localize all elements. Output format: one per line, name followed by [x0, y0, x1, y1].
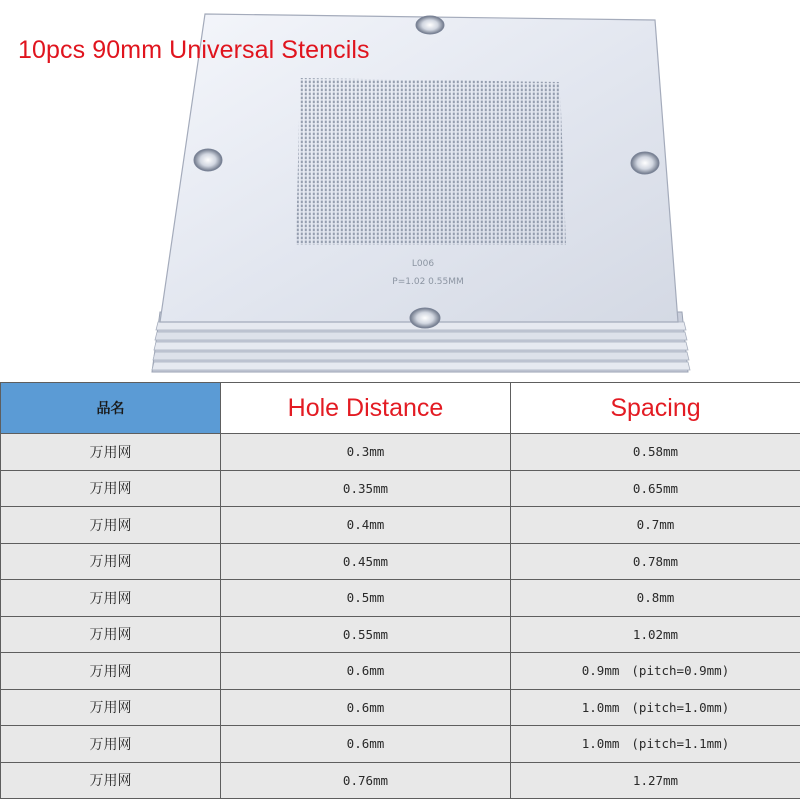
pitch-note: (pitch=1.1mm) — [631, 736, 730, 752]
cell-product-name: 万用网 — [1, 653, 221, 690]
header-spacing: Spacing — [511, 383, 800, 434]
table-row — [1, 616, 800, 653]
spacing-value: 0.78mm — [632, 553, 679, 569]
cell-hole-distance: 0.6mm — [221, 653, 511, 690]
spec-table — [0, 382, 800, 799]
stencil-spec-label: P=1.02 0.55MM — [392, 277, 464, 287]
cell-spacing — [511, 616, 800, 653]
mount-hole-right — [631, 152, 659, 174]
cell-product-name: 万用网 — [1, 543, 221, 580]
cell-spacing — [511, 762, 800, 799]
cell-hole-distance: 0.55mm — [221, 616, 511, 653]
cell-product-name: 万用网 — [1, 726, 221, 763]
table-row — [1, 507, 800, 544]
spacing-value: 1.0mm — [581, 699, 620, 715]
cell-product-name: 万用网 — [1, 507, 221, 544]
header-hole-distance: Hole Distance — [221, 383, 511, 434]
table-row — [1, 470, 800, 507]
cell-product-name: 万用网 — [1, 616, 221, 653]
spacing-value: 0.7mm — [636, 517, 675, 533]
table-row — [1, 762, 800, 799]
pitch-note: (pitch=0.9mm) — [631, 663, 730, 679]
stencil-model-label: L006 — [411, 259, 435, 269]
cell-hole-distance: 0.5mm — [221, 580, 511, 617]
cell-spacing — [511, 689, 800, 726]
mount-hole-bottom — [410, 308, 440, 328]
table-row — [1, 653, 800, 690]
table-header-row — [1, 383, 800, 434]
cell-hole-distance: 0.3mm — [221, 434, 511, 471]
cell-hole-distance: 0.76mm — [221, 762, 511, 799]
table-row — [1, 543, 800, 580]
cell-spacing — [511, 434, 800, 471]
spacing-value: 0.9mm — [581, 663, 620, 679]
cell-hole-distance: 0.45mm — [221, 543, 511, 580]
cell-product-name: 万用网 — [1, 689, 221, 726]
promo-title: 10pcs 90mm Universal Stencils — [18, 36, 370, 64]
mount-hole-top — [416, 16, 444, 34]
cell-spacing — [511, 543, 800, 580]
spec-table-body — [1, 383, 800, 799]
product-photo — [0, 0, 800, 380]
cell-spacing — [511, 470, 800, 507]
cell-spacing — [511, 580, 800, 617]
cell-spacing — [511, 507, 800, 544]
table-row — [1, 726, 800, 763]
spacing-value: 0.65mm — [632, 480, 679, 496]
cell-product-name: 万用网 — [1, 762, 221, 799]
spacing-value: 1.27mm — [632, 772, 679, 788]
cell-product-name: 万用网 — [1, 470, 221, 507]
table-row — [1, 434, 800, 471]
cell-spacing — [511, 653, 800, 690]
spacing-value: 0.58mm — [632, 444, 679, 460]
pitch-note: (pitch=1.0mm) — [631, 699, 730, 715]
cell-hole-distance: 0.4mm — [221, 507, 511, 544]
mount-hole-left — [194, 149, 222, 171]
cell-hole-distance: 0.35mm — [221, 470, 511, 507]
spacing-value: 1.02mm — [632, 626, 679, 642]
cell-hole-distance: 0.6mm — [221, 726, 511, 763]
cell-product-name: 万用网 — [1, 434, 221, 471]
table-row — [1, 580, 800, 617]
spacing-value: 1.0mm — [581, 736, 620, 752]
header-product-name: 品名 — [1, 383, 221, 434]
table-row — [1, 689, 800, 726]
spacing-value: 0.8mm — [636, 590, 675, 606]
cell-product-name: 万用网 — [1, 580, 221, 617]
cell-spacing — [511, 726, 800, 763]
cell-hole-distance: 0.6mm — [221, 689, 511, 726]
